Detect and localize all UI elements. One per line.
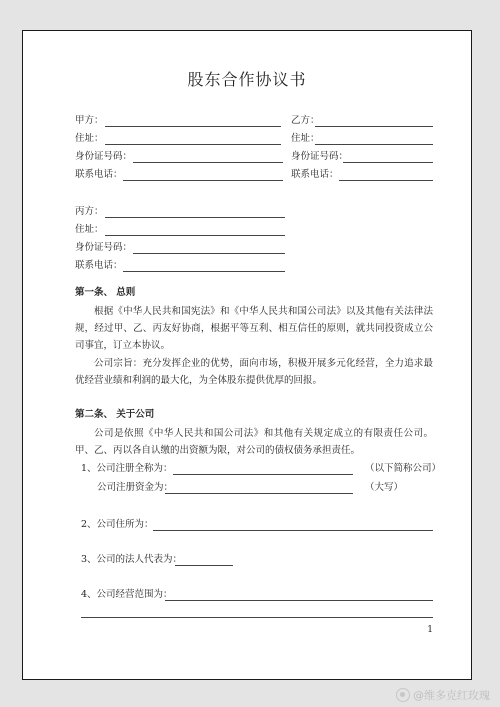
section-2-paragraph-1: 公司是依照《中华人民共和国公司法》和其他有关规定成立的有限责任公司。甲、乙、丙以各自认缴的出资额为限，对公司的债权债务承担责任。: [75, 428, 433, 456]
business-scope-blank-2: [81, 617, 433, 618]
item-2-label: 2、公司住所为：: [81, 519, 154, 530]
party-c-id-label: 身份证号码：: [75, 242, 133, 253]
party-c-label: 丙方：: [75, 206, 104, 217]
item-4-label: 4、公司经营范围为：: [81, 589, 173, 600]
party-a-phone-label: 联系电话：: [75, 169, 123, 180]
party-b-phone-label: 联系电话：: [291, 169, 339, 180]
party-b-id-blank: [343, 162, 433, 163]
section-1-paragraph-1: 根据《中华人民共和国宪法》和《中华人民共和国公司法》以及其他有关法律法规，经过甲、乙、丙友好协商，根据平等互利、相互信任的原则，就共同投资成立公司事宜，订立本协议。: [75, 306, 433, 351]
party-a-address-blank: [105, 144, 281, 145]
party-a-phone-blank: [123, 180, 283, 181]
item-1b-note: （大写）: [365, 482, 404, 493]
company-name-blank: [173, 474, 353, 475]
item-1-note: （以下简称公司）: [365, 463, 442, 474]
legal-representative-blank: [175, 565, 233, 566]
party-a-address-label: 住址：: [75, 133, 104, 144]
item-1b-label: 公司注册资金为：: [97, 482, 174, 493]
item-3-label: 3、公司的法人代表为：: [81, 554, 183, 565]
watermark: [396, 687, 490, 703]
party-c-address-blank: [105, 235, 285, 236]
company-address-blank: [153, 530, 433, 531]
party-b-address-blank: [315, 144, 433, 145]
party-c-id-blank: [133, 253, 285, 254]
party-b-blank: [315, 126, 433, 127]
party-a-id-blank: [133, 162, 283, 163]
registered-capital-blank: [165, 493, 353, 494]
watermark-text: @维多克红玫瑰: [413, 689, 490, 702]
party-c-address-label: 住址：: [75, 224, 104, 235]
watermark-logo-icon: [396, 688, 410, 702]
party-a-label: 甲方：: [75, 115, 104, 126]
party-c-phone-blank: [123, 271, 285, 272]
party-b-phone-blank: [339, 180, 433, 181]
party-a-id-label: 身份证号码：: [75, 151, 133, 162]
section-2-title: 第二条、 关于公司: [75, 409, 155, 420]
page-number: 1: [427, 625, 433, 635]
item-1-label: 1、公司注册全称为：: [81, 463, 173, 474]
party-b-address-label: 住址：: [291, 133, 320, 144]
document-page: [22, 30, 472, 680]
party-c-blank: [105, 217, 285, 218]
business-scope-blank-1: [165, 600, 433, 601]
section-1-title: 第一条、 总则: [75, 287, 136, 298]
party-b-label: 乙方：: [291, 115, 320, 126]
document-title: 股东合作协议书: [187, 70, 307, 89]
party-a-blank: [105, 126, 281, 127]
section-1-paragraph-2: 公司宗旨：充分发挥企业的优势，面向市场，积极开展多元化经营，全力追求最优经营业绩和利润的最大化，为全体股东提供优厚的回报。: [75, 358, 433, 386]
party-c-phone-label: 联系电话：: [75, 260, 123, 271]
party-b-id-label: 身份证号码：: [291, 151, 349, 162]
